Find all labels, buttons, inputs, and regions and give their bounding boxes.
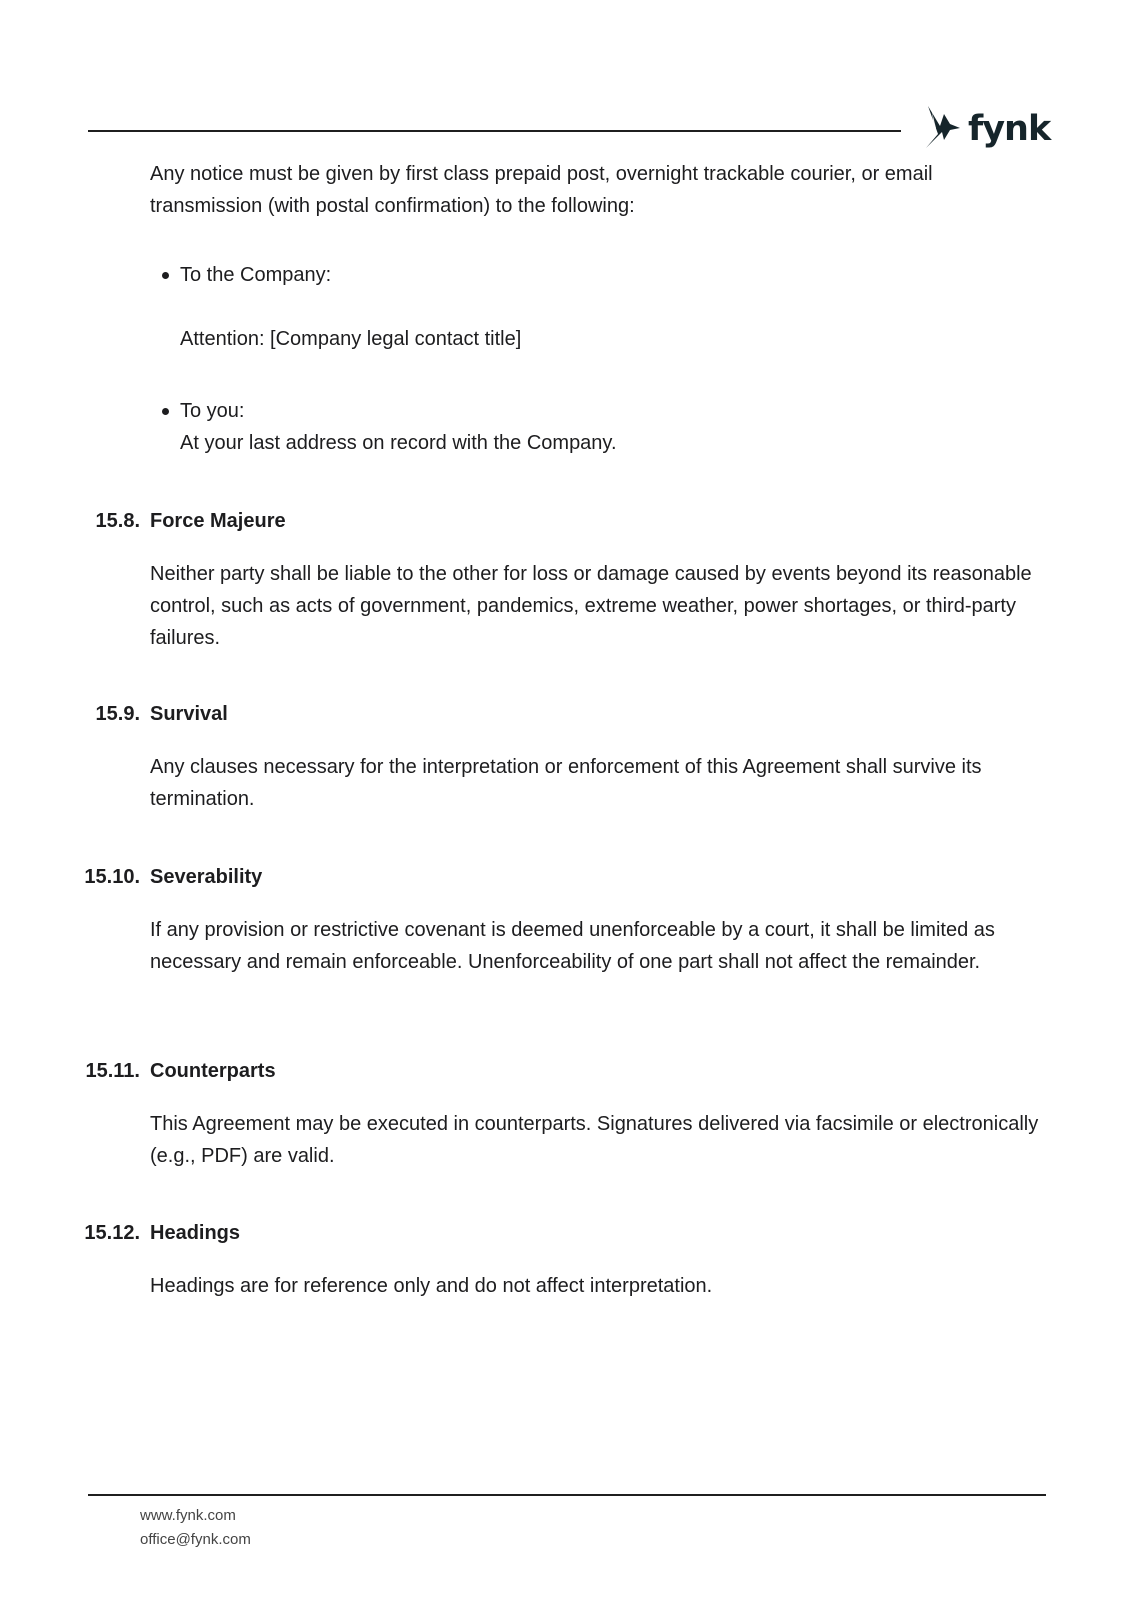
- section-body: If any provision or restrictive covenant is deemed unenforceable by a court, it shall be limited as necessary and remain enforceable. Unenforceability of one part shall not affect the remainder.: [150, 919, 995, 973]
- section-body: This Agreement may be executed in counterparts. Signatures delivered via facsimile or electronically (e.g., PDF) are valid.: [150, 1113, 1039, 1167]
- section-number: 15.11.: [85, 1060, 140, 1082]
- section-number: 15.8.: [95, 510, 140, 532]
- section-number: 15.10.: [84, 866, 140, 888]
- section-number: 15.9.: [95, 703, 140, 725]
- bird-icon: [920, 104, 964, 156]
- recipient-you-detail: At your last address on record with the Company.: [180, 432, 617, 454]
- section-body: Neither party shall be liable to the other for loss or damage caused by events beyond its reasonable control, such as acts of government, pandemics, extreme weather, power shortages, or third-party failures.: [150, 563, 1032, 649]
- bullet-marker: [162, 408, 169, 415]
- section-title: Counterparts: [150, 1060, 276, 1082]
- footer-divider: [88, 1494, 1046, 1496]
- header-divider: [88, 130, 901, 132]
- brand-logo: [920, 104, 1050, 158]
- footer-website: www.fynk.com: [140, 1507, 236, 1524]
- section-title: Survival: [150, 703, 228, 725]
- recipient-company-detail: Attention: [Company legal contact title]: [180, 328, 522, 350]
- recipient-you-label: To you:: [180, 400, 245, 422]
- section-heading: [0, 861, 1000, 893]
- logo-wordmark: fynk: [968, 109, 1051, 149]
- recipient-company-label: To the Company:: [180, 264, 332, 286]
- section-heading: [0, 1055, 1000, 1087]
- section-number: 15.12.: [84, 1222, 140, 1244]
- section-body: Any clauses necessary for the interpretation or enforcement of this Agreement shall survive its termination.: [150, 756, 982, 810]
- notice-intro-paragraph: Any notice must be given by first class prepaid post, overnight trackable courier, or email transmission (with postal confirmation) to the following:: [150, 163, 933, 217]
- footer-email: office@fynk.com: [140, 1531, 251, 1548]
- section-heading: [0, 698, 1000, 730]
- section-title: Severability: [150, 866, 263, 888]
- bullet-marker: [162, 272, 169, 279]
- section-title: Force Majeure: [150, 510, 286, 532]
- section-body: Headings are for reference only and do not affect interpretation.: [150, 1275, 713, 1297]
- section-title: Headings: [150, 1222, 241, 1244]
- section-heading: [0, 505, 1000, 537]
- section-heading: [0, 1217, 1000, 1249]
